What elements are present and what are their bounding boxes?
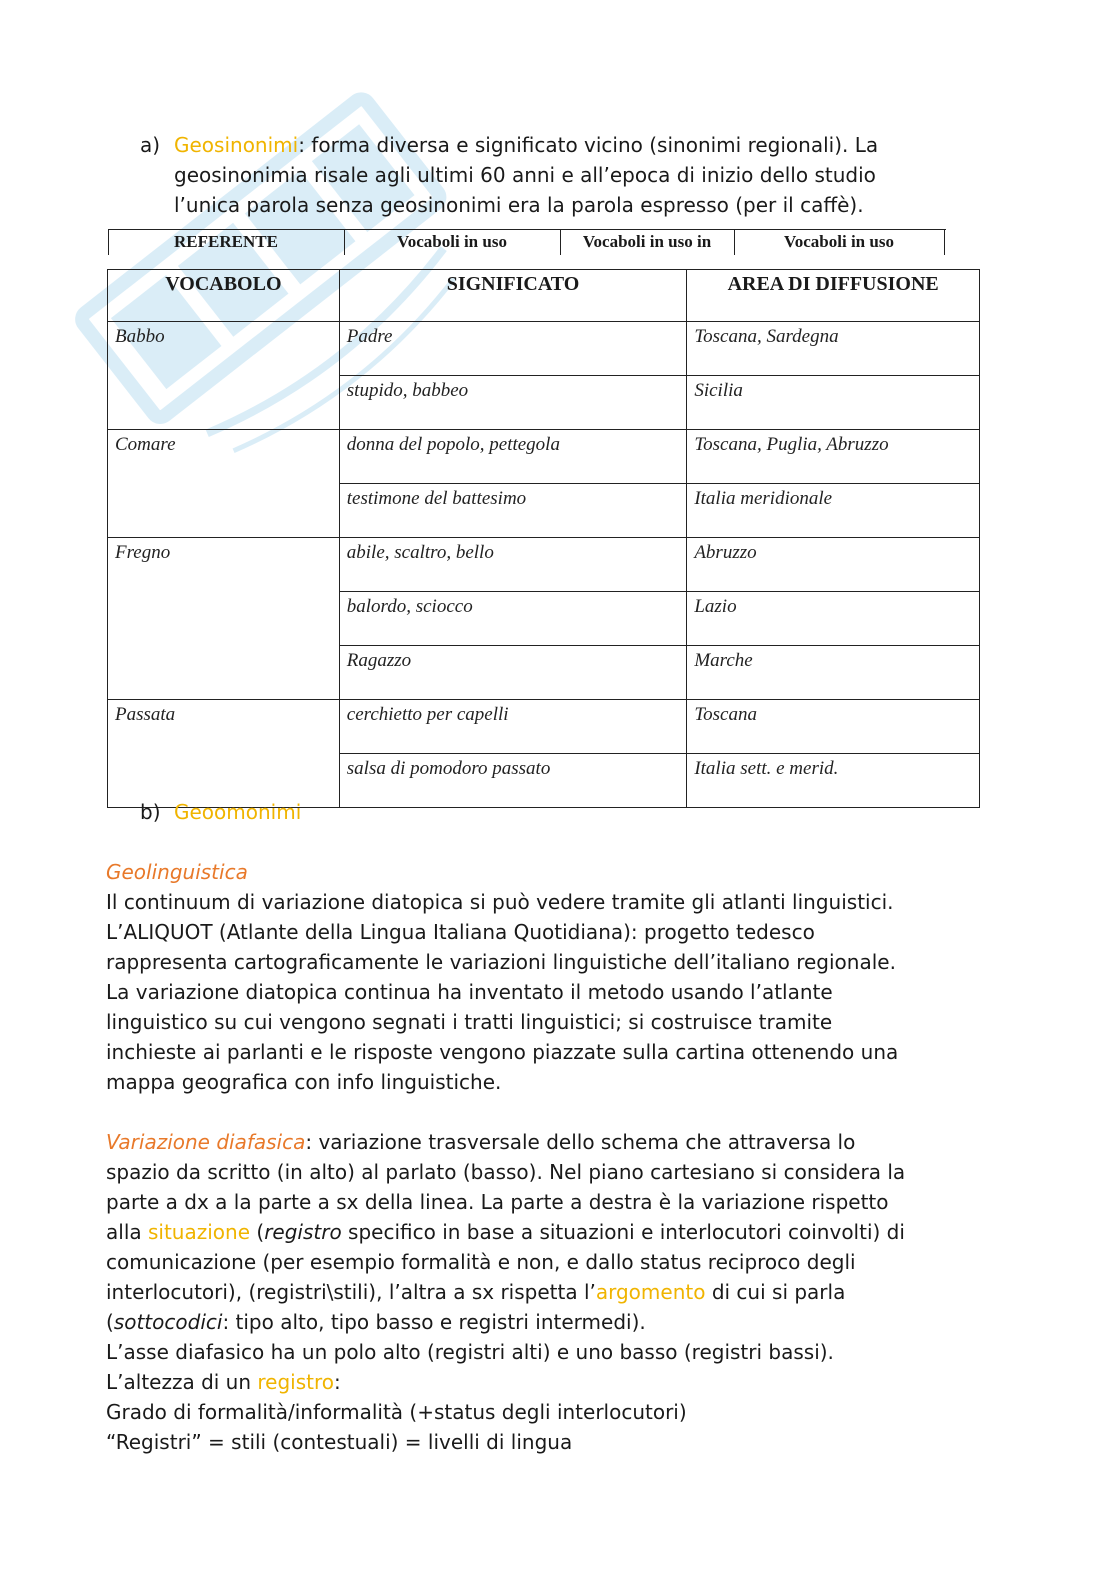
- paragraph-text: di cui si parla: [705, 1280, 846, 1304]
- cell-area: Marche: [687, 646, 980, 700]
- paragraph-text: : variazione trasversale dello schema che attraversa lo: [305, 1130, 856, 1154]
- cell-meaning: donna del popolo, pettegola: [339, 430, 687, 484]
- strip-header-vocaboli-1: Vocaboli in uso: [397, 232, 507, 251]
- cell-area: Italia sett. e merid.: [687, 754, 980, 808]
- cell-meaning: stupido, babbeo: [339, 376, 687, 430]
- list-a-text-3: l’unica parola senza geosinonimi era la parola espresso (per il caffè).: [174, 193, 864, 217]
- list-marker-a: a): [140, 133, 161, 157]
- cell-area: Toscana, Sardegna: [687, 322, 980, 376]
- section-geolinguistica: [106, 857, 1006, 1097]
- term-geosinonimi: Geosinonimi: [174, 133, 299, 157]
- cell-area: Abruzzo: [687, 538, 980, 592]
- cell-meaning: testimone del battesimo: [339, 484, 687, 538]
- cell-word: Passata: [108, 700, 340, 808]
- geosynonym-table: [107, 269, 980, 808]
- section-title-geolinguistica: Geolinguistica: [106, 860, 248, 884]
- cell-word: Babbo: [108, 322, 340, 430]
- paragraph-text: (: [250, 1220, 265, 1244]
- cell-word: Comare: [108, 430, 340, 538]
- cell-area: Toscana, Puglia, Abruzzo: [687, 430, 980, 484]
- table-row: [108, 700, 980, 754]
- cell-meaning: Ragazzo: [339, 646, 687, 700]
- paragraph-text: L’altezza di un: [106, 1370, 258, 1394]
- table-row: [108, 538, 980, 592]
- cell-meaning: balordo, sciocco: [339, 592, 687, 646]
- cell-word: Fregno: [108, 538, 340, 700]
- header-vocabolo: VOCABOLO: [108, 270, 340, 322]
- table-row: [108, 322, 980, 376]
- table-header-row: [108, 270, 980, 322]
- paragraph-line: L’asse diafasico ha un polo alto (registri alti) e uno basso (registri bassi).: [106, 1340, 834, 1364]
- strip-header-vocaboli-3: Vocaboli in uso: [784, 232, 894, 251]
- paragraph-text: specifico in base a situazioni e interlocutori coinvolti) di: [341, 1220, 905, 1244]
- table-row: [108, 430, 980, 484]
- strip-header-referente: REFERENTE: [174, 232, 278, 251]
- term-geoomonimi: Geoomonimi: [174, 800, 302, 824]
- cell-area: Toscana: [687, 700, 980, 754]
- paragraph-line: parte a dx a la parte a sx della linea. La parte a destra è la variazione rispetto: [106, 1190, 889, 1214]
- paragraph-line: La variazione diatopica continua ha inventato il metodo usando l’atlante: [106, 980, 833, 1004]
- cell-meaning: abile, scaltro, bello: [339, 538, 687, 592]
- cell-area: Sicilia: [687, 376, 980, 430]
- term-registro: registro: [257, 1370, 335, 1394]
- term-argomento: argomento: [595, 1280, 706, 1304]
- paragraph-text: alla: [106, 1220, 148, 1244]
- table-header-strip: [108, 229, 946, 255]
- paragraph-line: linguistico su cui vengono segnati i tratti linguistici; si costruisce tramite: [106, 1010, 833, 1034]
- paragraph-line: mappa geografica con info linguistiche.: [106, 1070, 502, 1094]
- paragraph-line: inchieste ai parlanti e le risposte vengono piazzate sulla cartina ottenendo una: [106, 1040, 899, 1064]
- cell-meaning: cerchietto per capelli: [339, 700, 687, 754]
- paragraph-text: (: [106, 1310, 114, 1334]
- paragraph-line: “Registri” = stili (contestuali) = livelli di lingua: [106, 1430, 573, 1454]
- list-a-text-1: : forma diversa e significato vicino (sinonimi regionali). La: [298, 133, 879, 157]
- cell-meaning: salsa di pomodoro passato: [339, 754, 687, 808]
- list-a-text-2: geosinonimia risale agli ultimi 60 anni e all’epoca di inizio dello studio: [174, 163, 876, 187]
- term-sottocodici: sottocodici: [113, 1310, 223, 1334]
- term-situazione: situazione: [147, 1220, 251, 1244]
- section-title-diafasica: Variazione diafasica: [106, 1130, 306, 1154]
- header-significato: SIGNIFICATO: [339, 270, 687, 322]
- cell-meaning: Padre: [339, 322, 687, 376]
- paragraph-text: :: [334, 1370, 341, 1394]
- paragraph-line: Il continuum di variazione diatopica si può vedere tramite gli atlanti linguistici.: [106, 890, 894, 914]
- cell-area: Lazio: [687, 592, 980, 646]
- header-area: AREA DI DIFFUSIONE: [687, 270, 980, 322]
- list-marker-b: b): [140, 800, 161, 824]
- paragraph-line: rappresenta cartograficamente le variazioni linguistiche dell’italiano regionale.: [106, 950, 896, 974]
- strip-header-vocaboli-2: Vocaboli in uso in: [582, 232, 712, 251]
- paragraph-line: comunicazione (per esempio formalità e non, e dallo status reciproco degli: [106, 1250, 856, 1274]
- paragraph-line: L’ALIQUOT (Atlante della Lingua Italiana Quotidiana): progetto tedesco: [106, 920, 815, 944]
- paragraph-line: spazio da scritto (in alto) al parlato (basso). Nel piano cartesiano si considera la: [106, 1160, 906, 1184]
- paragraph-text: : tipo alto, tipo basso e registri intermedi).: [222, 1310, 646, 1334]
- term-registro-italic: registro: [264, 1220, 342, 1244]
- paragraph-line: Grado di formalità/informalità (+status degli interlocutori): [106, 1400, 687, 1424]
- paragraph-text: interlocutori), (registri\stili), l’altra a sx rispetta l’: [106, 1280, 596, 1304]
- cell-area: Italia meridionale: [687, 484, 980, 538]
- section-diafasica: [106, 1127, 1006, 1457]
